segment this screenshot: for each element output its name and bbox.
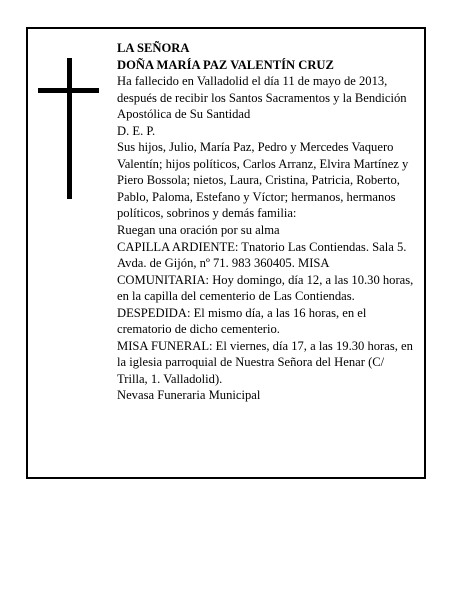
obituary-notice [26, 27, 426, 479]
prayer-request: Ruegan una oración por su alma [117, 223, 280, 238]
chapel-info: CAPILLA ARDIENTE: Tnatorio Las Contiendas. Sala 5. Avda. de Gijón, nº 71. 983 360405. MISA COMUNITARIA: Hoy domingo, día 12, a las 10.30 horas, en la capilla del cementerio de Las Contiendas. [117, 239, 414, 304]
rest-in-peace: D. E. P. [117, 123, 156, 138]
funeral-mass-info: MISA FUNERAL: El viernes, día 17, a las 19.30 horas, en la iglesia parroquial de Nuestra Señora del Henar (C/ Trilla, 1. Valladolid). [117, 338, 413, 386]
notice-title: LA SEÑORA [117, 41, 190, 55]
obituary-text [117, 40, 417, 404]
family-list: Sus hijos, Julio, María Paz, Pedro y Mercedes Vaquero Valentín; hijos políticos, Carlos Arranz, Elvira Martínez y Piero Bossola; nietos, Laura, Cristina, Patricia, Roberto, Pablo, Paloma, Estefano y Víctor; hermanos, hermanos políticos, sobrinos y demás familia: [117, 140, 409, 221]
death-announcement: Ha fallecido en Valladolid el día 11 de mayo de 2013, después de recibir los Santos Sacramentos y la Bendición Apostólica de Su Santidad [117, 74, 407, 122]
farewell-info: DESPEDIDA: El mismo día, a las 16 horas, en el crematorio de dicho cementerio. [117, 305, 367, 337]
cross-icon [67, 58, 72, 199]
funeral-home: Nevasa Funeraria Municipal [117, 388, 261, 403]
deceased-name: DOÑA MARÍA PAZ VALENTÍN CRUZ [117, 57, 334, 72]
cross-bar [38, 88, 99, 93]
